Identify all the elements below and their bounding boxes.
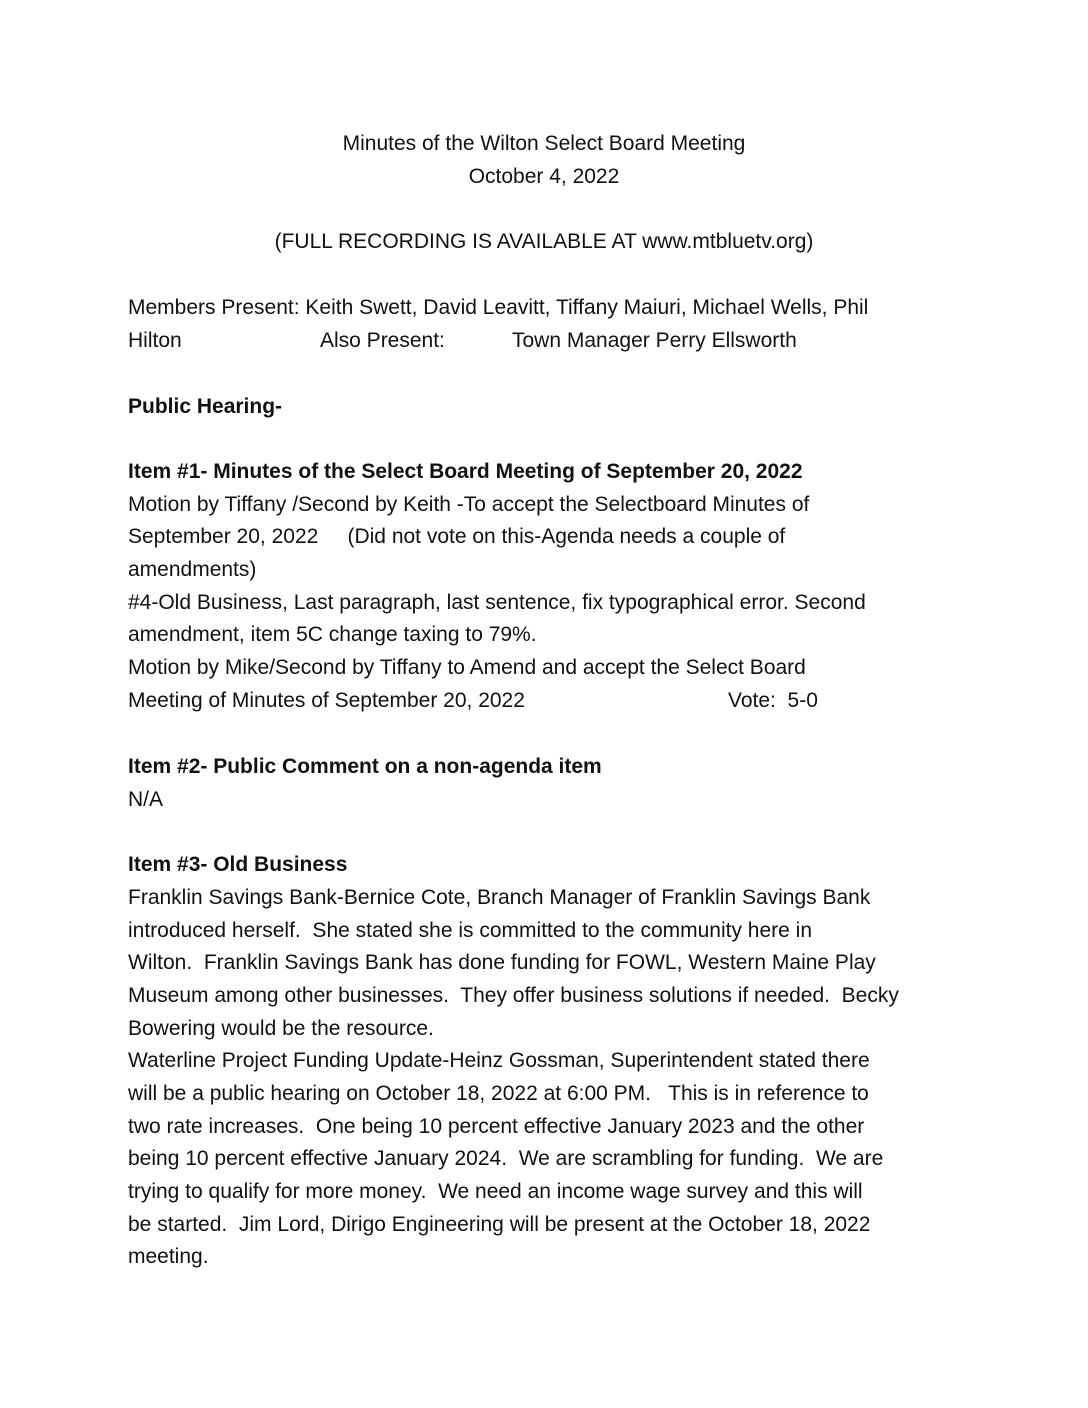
item2-body: N/A: [128, 788, 164, 811]
item3-line: two rate increases. One being 10 percent effective January 2023 and the other: [128, 1115, 865, 1138]
item1-line: amendment, item 5C change taxing to 79%.: [128, 623, 537, 646]
also-present-label: Also Present:: [320, 329, 445, 352]
item3-line: being 10 percent effective January 2024. We are scrambling for funding. We are: [128, 1147, 884, 1170]
public-hearing-heading: Public Hearing-: [128, 395, 283, 418]
meeting-date: October 4, 2022: [468, 165, 620, 188]
item3-line: Bowering would be the resource.: [128, 1017, 434, 1040]
item1-heading: Item #1- Minutes of the Select Board Meeting of September 20, 2022: [128, 460, 803, 483]
item1-line: amendments): [128, 558, 257, 581]
item3-line: Franklin Savings Bank-Bernice Cote, Branch Manager of Franklin Savings Bank: [128, 886, 871, 909]
item1-line: Meeting of Minutes of September 20, 2022: [128, 689, 525, 712]
item3-line: Waterline Project Funding Update-Heinz Gossman, Superintendent stated there: [128, 1049, 870, 1072]
item3-heading: Item #3- Old Business: [128, 853, 348, 876]
recording-note: (FULL RECORDING IS AVAILABLE AT www.mtbluetv.org): [274, 230, 814, 253]
item1-line: Motion by Tiffany /Second by Keith -To accept the Selectboard Minutes of: [128, 493, 810, 516]
item1-vote: Vote: 5-0: [728, 689, 818, 712]
also-present-value: Town Manager Perry Ellsworth: [512, 329, 797, 352]
item3-line: will be a public hearing on October 18, 2022 at 6:00 PM. This is in reference to: [128, 1082, 869, 1105]
item3-line: be started. Jim Lord, Dirigo Engineering will be present at the October 18, 2022: [128, 1213, 871, 1236]
members-present-continued: Hilton: [128, 329, 182, 352]
item1-line: September 20, 2022 (Did not vote on this-Agenda needs a couple of: [128, 525, 786, 548]
item1-line: #4-Old Business, Last paragraph, last sentence, fix typographical error. Second: [128, 591, 866, 614]
item3-line: Wilton. Franklin Savings Bank has done funding for FOWL, Western Maine Play: [128, 951, 876, 974]
item3-line: Museum among other businesses. They offer business solutions if needed. Becky: [128, 984, 899, 1007]
document-title: Minutes of the Wilton Select Board Meeting: [342, 132, 746, 155]
item2-heading: Item #2- Public Comment on a non-agenda item: [128, 755, 602, 778]
item3-line: trying to qualify for more money. We need an income wage survey and this will: [128, 1180, 863, 1203]
item1-line: Motion by Mike/Second by Tiffany to Amend and accept the Select Board: [128, 656, 806, 679]
members-present-line: Members Present: Keith Swett, David Leavitt, Tiffany Maiuri, Michael Wells, Phil: [128, 296, 869, 319]
item3-line: introduced herself. She stated she is committed to the community here in: [128, 919, 813, 942]
item3-line: meeting.: [128, 1245, 209, 1268]
